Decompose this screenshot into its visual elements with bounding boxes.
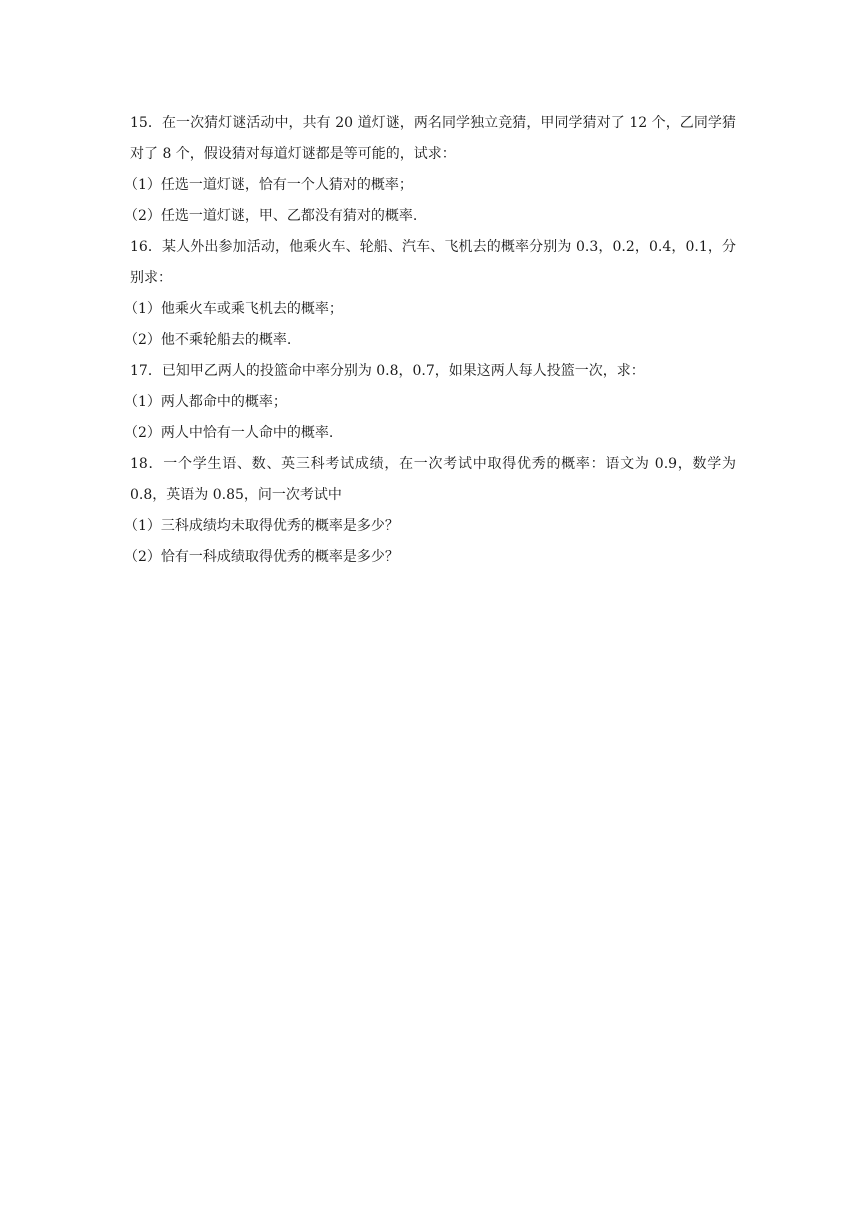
problem-stem: 15．在一次猜灯谜活动中，共有 20 道灯谜，两名同学独立竞猜，甲同学猜对了 12 个，乙同学猜对了 8 个，假设猜对每道灯谜都是等可能的，试求： <box>130 115 736 162</box>
problem-15 <box>124 108 736 232</box>
problem-part-1: （1）他乘火车或乘飞机去的概率； <box>124 301 343 317</box>
problem-part-2: （2）他不乘轮船去的概率. <box>124 332 292 348</box>
problem-stem: 18．一个学生语、数、英三科考试成绩，在一次考试中取得优秀的概率：语文为 0.9，数学为 0.8，英语为 0.85，问一次考试中 <box>130 456 736 503</box>
problem-list <box>124 108 736 573</box>
problem-part-1: （1）任选一道灯谜，恰有一个人猜对的概率； <box>124 177 413 193</box>
problem-stem: 16．某人外出参加活动，他乘火车、轮船、汽车、飞机去的概率分别为 0.3，0.2，0.4，0.1，分别求： <box>130 239 736 286</box>
problem-17 <box>124 356 736 449</box>
problem-part-1: （1）两人都命中的概率； <box>124 394 287 410</box>
problem-part-1: （1）三科成绩均未取得优秀的概率是多少？ <box>124 518 399 534</box>
problem-stem: 17．已知甲乙两人的投篮命中率分别为 0.8，0.7，如果这两人每人投篮一次，求： <box>130 363 645 379</box>
problem-part-2: （2）任选一道灯谜，甲、乙都没有猜对的概率. <box>124 208 418 224</box>
problem-18 <box>124 449 736 573</box>
problem-part-2: （2）恰有一科成绩取得优秀的概率是多少？ <box>124 549 399 565</box>
problem-16 <box>124 232 736 356</box>
problem-part-2: （2）两人中恰有一人命中的概率. <box>124 425 334 441</box>
